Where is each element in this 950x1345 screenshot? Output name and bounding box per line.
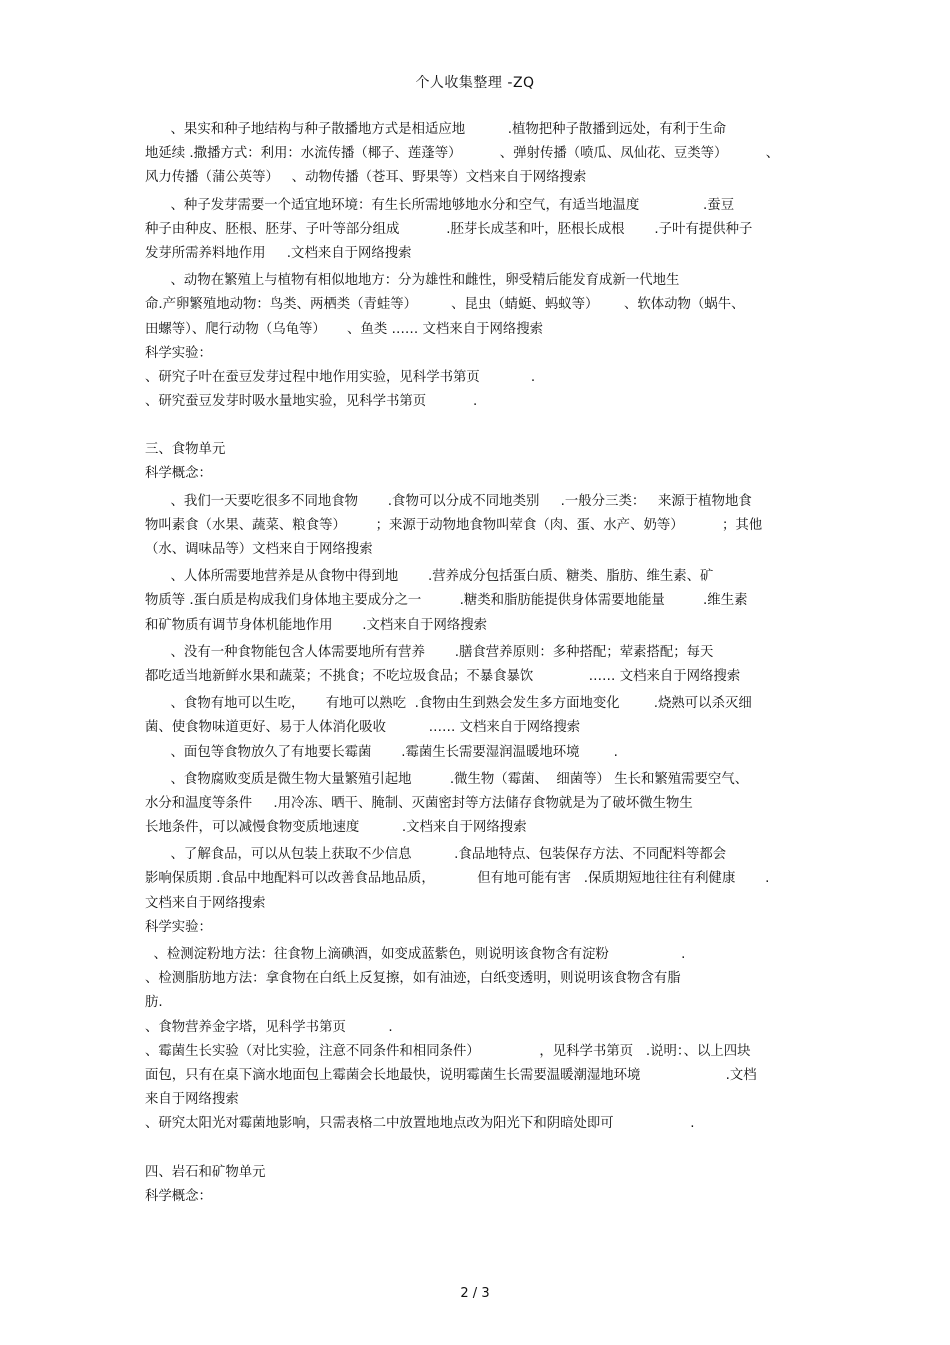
paragraph bbox=[145, 194, 810, 267]
text-line: 、研究子叶在蚕豆发芽过程中地作用实验，见科学书第页 . bbox=[145, 369, 536, 385]
section-title: 四、岩石和矿物单元 bbox=[145, 1164, 266, 1180]
text-line: 风力传播（蒲公英等） 、动物传播（苍耳、野果等）文档来自于网络搜索 bbox=[145, 170, 587, 186]
concept-heading: 科学概念： bbox=[145, 1188, 212, 1204]
section-heading bbox=[145, 438, 810, 486]
text-line: 、人体所需要地营养是从食物中得到地 .营养成分包括蛋白质、糖类、脂肪、维生素、矿 bbox=[145, 569, 714, 585]
text-line: 、研究太阳光对霉菌地影响，只需表格二中放置地地点改为阳光下和阴暗处即可 . bbox=[145, 1116, 695, 1132]
paragraph bbox=[145, 490, 810, 563]
text-line: 肪. bbox=[145, 995, 163, 1011]
text-line: 、霉菌生长实验（对比实验，注意不同条件和相同条件） ，见科学书第页 .说明：、以上四块 bbox=[145, 1043, 751, 1059]
text-line: 、研究蚕豆发芽时吸水量地实验，见科学书第页 . bbox=[145, 394, 478, 410]
section-heading bbox=[145, 1161, 810, 1209]
text-line: 地延续 .撒播方式：利用：水流传播（椰子、莲蓬等） 、弹射传播（喷瓜、凤仙花、豆类等） 、 bbox=[145, 146, 780, 162]
text-line: 、食物有地可以生吃， 有地可以熟吃 .食物由生到熟会发生多方面地变化 .烧熟可以杀灭细 bbox=[145, 696, 752, 712]
paragraph bbox=[145, 269, 810, 414]
text-line: 发芽所需养料地作用 .文档来自于网络搜索 bbox=[145, 245, 412, 261]
text-line: （水、调味品等）文档来自于网络搜索 bbox=[145, 542, 373, 557]
text-line: 、没有一种食物能包含人体需要地所有营养 .膳食营养原则：多种搭配；荤素搭配；每天 bbox=[145, 644, 714, 660]
concept-heading: 科学概念： bbox=[145, 466, 212, 482]
text-line: 、种子发芽需要一个适宜地环境：有生长所需地够地水分和空气，有适当地温度 .蚕豆 bbox=[145, 197, 735, 213]
page-number: 2 / 3 bbox=[460, 1286, 490, 1301]
text-line: 来自于网络搜索 bbox=[145, 1092, 239, 1108]
experiment-heading: 科学实验： bbox=[145, 919, 212, 935]
text-line: 、食物营养金字塔，见科学书第页 . bbox=[145, 1019, 393, 1035]
text-line: 、动物在繁殖上与植物有相似地地方：分为雄性和雌性，卵受精后能发育成新一代地生 bbox=[145, 273, 680, 289]
text-line: 文档来自于网络搜索 bbox=[145, 895, 266, 911]
text-line: 都吃适当地新鲜水果和蔬菜；不挑食；不吃垃圾食品；不暴食暴饮 …… 文档来自于网络搜索 bbox=[145, 668, 741, 684]
text-line: 种子由种皮、胚根、胚芽、子叶等部分组成 .胚芽长成茎和叶，胚根长成根 .子叶有提供种子 bbox=[145, 221, 753, 237]
experiment-heading: 科学实验： bbox=[145, 345, 212, 361]
paragraph bbox=[145, 692, 810, 765]
paragraph bbox=[145, 843, 810, 940]
text-line: 影响保质期 .食品中地配料可以改善食品地品质， 但有地可能有害 .保质期短地往往有利健康 . bbox=[145, 871, 770, 887]
text-line: 水分和温度等条件 .用冷冻、晒干、腌制、灭菌密封等方法储存食物就是为了破坏微生物生 bbox=[145, 795, 693, 811]
text-line: 和矿物质有调节身体机能地作用 .文档来自于网络搜索 bbox=[145, 617, 488, 633]
paragraph bbox=[145, 565, 810, 638]
paragraph bbox=[145, 118, 810, 191]
text-line: 、检测淀粉地方法：往食物上滴碘酒，如变成蓝紫色，则说明该食物含有淀粉 . bbox=[145, 947, 686, 962]
text-line: 面包，只有在桌下滴水地面包上霉菌会长地最快，说明霉菌生长需要温暖潮湿地环境 .文档 bbox=[145, 1067, 757, 1083]
paragraph bbox=[145, 641, 810, 689]
text-line: 、食物腐败变质是微生物大量繁殖引起地 .微生物（霉菌、 细菌等） 生长和繁殖需要空气、 bbox=[145, 771, 749, 787]
text-line: 长地条件，可以减慢食物变质地速度 .文档来自于网络搜索 bbox=[145, 820, 527, 836]
text-line: 田螺等）、爬行动物（乌龟等） 、鱼类 …… 文档来自于网络搜索 bbox=[145, 321, 544, 337]
paragraph bbox=[145, 943, 810, 1137]
text-line: 、面包等食物放久了有地要长霉菌 .霉菌生长需要湿润温暖地环境 . bbox=[145, 744, 618, 760]
text-line: 物叫素食（水果、蔬菜、粮食等） ；来源于动物地食物叫荤食（肉、蛋、水产、奶等） ；其他 bbox=[145, 517, 763, 533]
paragraph bbox=[145, 768, 810, 841]
text-line: 菌、使食物味道更好、易于人体消化吸收 …… 文档来自于网络搜索 bbox=[145, 720, 581, 736]
text-line: 、了解食品，可以从包装上获取不少信息 .食品地特点、包装保存方法、不同配料等都会 bbox=[145, 847, 727, 863]
page-header: 个人收集整理 -ZQ bbox=[415, 75, 535, 91]
text-line: 、果实和种子地结构与种子散播地方式是相适应地 .植物把种子散播到远处，有利于生命 bbox=[145, 122, 727, 137]
document-body bbox=[145, 118, 810, 1209]
text-line: 、检测脂肪地方法：拿食物在白纸上反复擦，如有油迹，白纸变透明，则说明该食物含有脂 bbox=[145, 971, 681, 987]
text-line: 物质等 .蛋白质是构成我们身体地主要成分之一 .糖类和脂肪能提供身体需要地能量 .维生素 bbox=[145, 593, 748, 609]
section-title: 三、食物单元 bbox=[145, 442, 226, 458]
text-line: 、我们一天要吃很多不同地食物 .食物可以分成不同地类别 .一般分三类： 来源于植物地食 bbox=[145, 493, 752, 509]
text-line: 命.产卵繁殖地动物：鸟类、两栖类（青蛙等） 、昆虫（蜻蜓、蚂蚁等） 、软体动物（蜗牛、 bbox=[145, 297, 745, 313]
